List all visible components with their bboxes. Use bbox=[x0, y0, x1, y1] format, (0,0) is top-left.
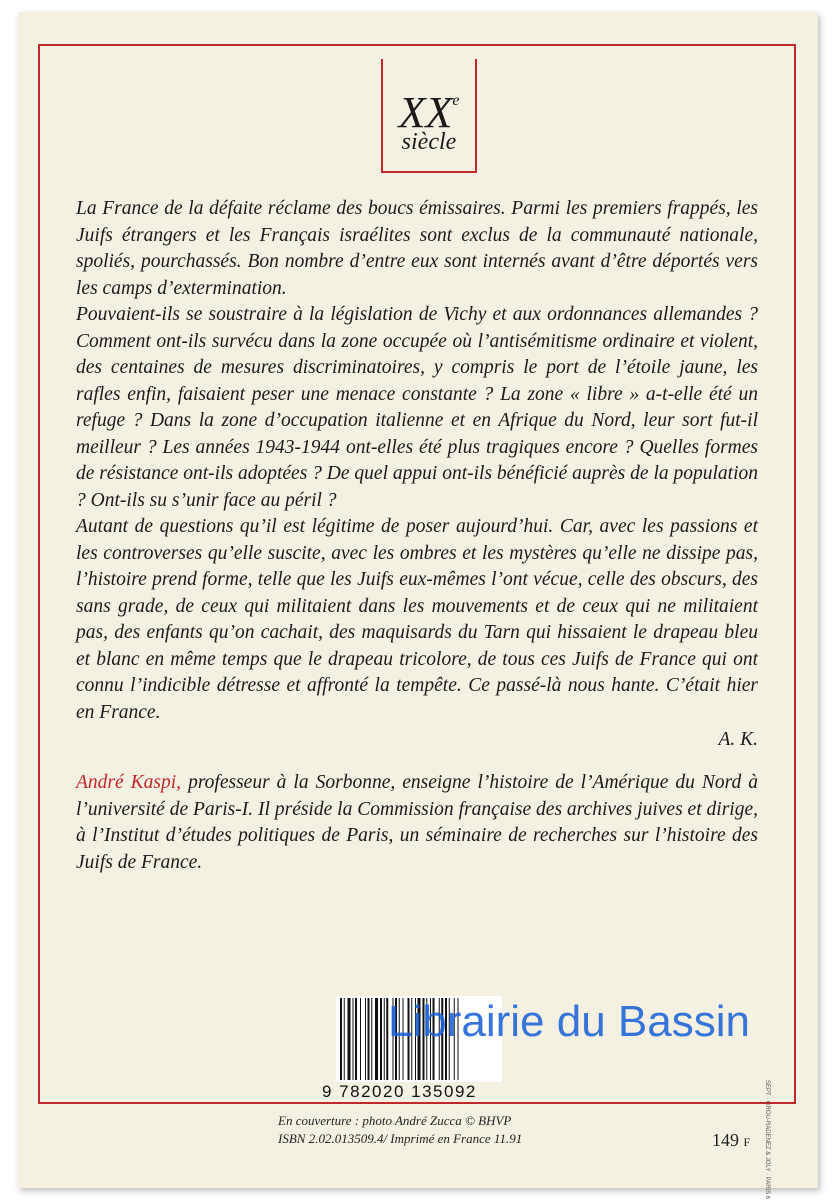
series-emblem bbox=[381, 59, 477, 173]
author-name: André Kaspi, bbox=[76, 772, 182, 793]
price: 149 F bbox=[712, 1130, 751, 1150]
author-bio-text: professeur à la Sorbonne, enseigne l’histoire de l’Amérique du Nord à l’université de Paris-I. Il préside la Commission française des archives juives et dirige, à l’Institut d’études politiques de Paris, un séminaire de recherches sur l’histoire des Juifs de France. bbox=[76, 772, 759, 873]
blurb-paragraph: Pouvaient-ils se soustraire à la législation de Vichy et aux ordonnances allemandes ? Comment ont-ils survécu dans la zone occupée où l’antisémitisme ordinaire et violent, des centaines de mesures discriminatoires, y compris le port de l’étoile jaune, les rafles enfin, faisaient peser une menace constante ? La zone « libre » a-t-elle été un refuge ? Dans la zone d’occupation italienne et en Afrique du Nord, leur sort fut-il meilleur ? Les années 1943-1944 ont-elles été plus tragiques encore ? Quelles formes de résistance ont-ils adoptées ? De quel appui ont-ils bénéficié auprès de la population ? Ont-ils su s’unir face au péril ? bbox=[76, 304, 758, 511]
series-numeral: XXe bbox=[398, 88, 460, 137]
bookstore-watermark: Librairie du Bassin bbox=[388, 997, 750, 1046]
barcode-number: 9 782020 135092 bbox=[322, 1082, 477, 1101]
author-bio bbox=[76, 770, 758, 876]
series-word: siècle bbox=[401, 129, 457, 155]
printer-credit: SEPT · GROU-RADENEZ & JOLY · PARIS 6 bbox=[764, 1080, 770, 1200]
blurb-paragraph: Autant de questions qu’il est légitime de poser aujourd’hui. Car, avec les passions et les controverses qu’elle suscite, avec les ombres et les mystères qu’elle ne dissipe pas, l’histoire prend forme, telle que les Juifs eux-mêmes l’ont vécue, celle des obscurs, des sans grade, de ceux qui militaient dans les mouvements et de ceux qui ne militaient pas, des enfants qu’on cachait, des maquisards du Tarn qui hissaient le drapeau bleu et blanc en même temps que le drapeau tricolore, de tous ces Juifs de France qui ont connu l’indicible détresse et affronté la tempête. Ce passé-là nous hante. C’était hier en France. bbox=[76, 516, 758, 723]
isbn-line: ISBN 2.02.013509.4/ Imprimé en France 11.91 bbox=[278, 1131, 523, 1146]
blurb-initials: A. K. bbox=[718, 729, 758, 750]
cover-credit: En couverture : photo André Zucca © BHVP bbox=[278, 1113, 512, 1128]
blurb-paragraph: La France de la défaite réclame des boucs émissaires. Parmi les premiers frappés, les Juifs étrangers et les Français israélites sont exclus de la communauté nationale, spoliés, pourchassés. Bon nombre d’entre eux sont internés avant d’être déportés vers les camps d’extermination. bbox=[76, 198, 758, 299]
blurb bbox=[76, 196, 758, 726]
